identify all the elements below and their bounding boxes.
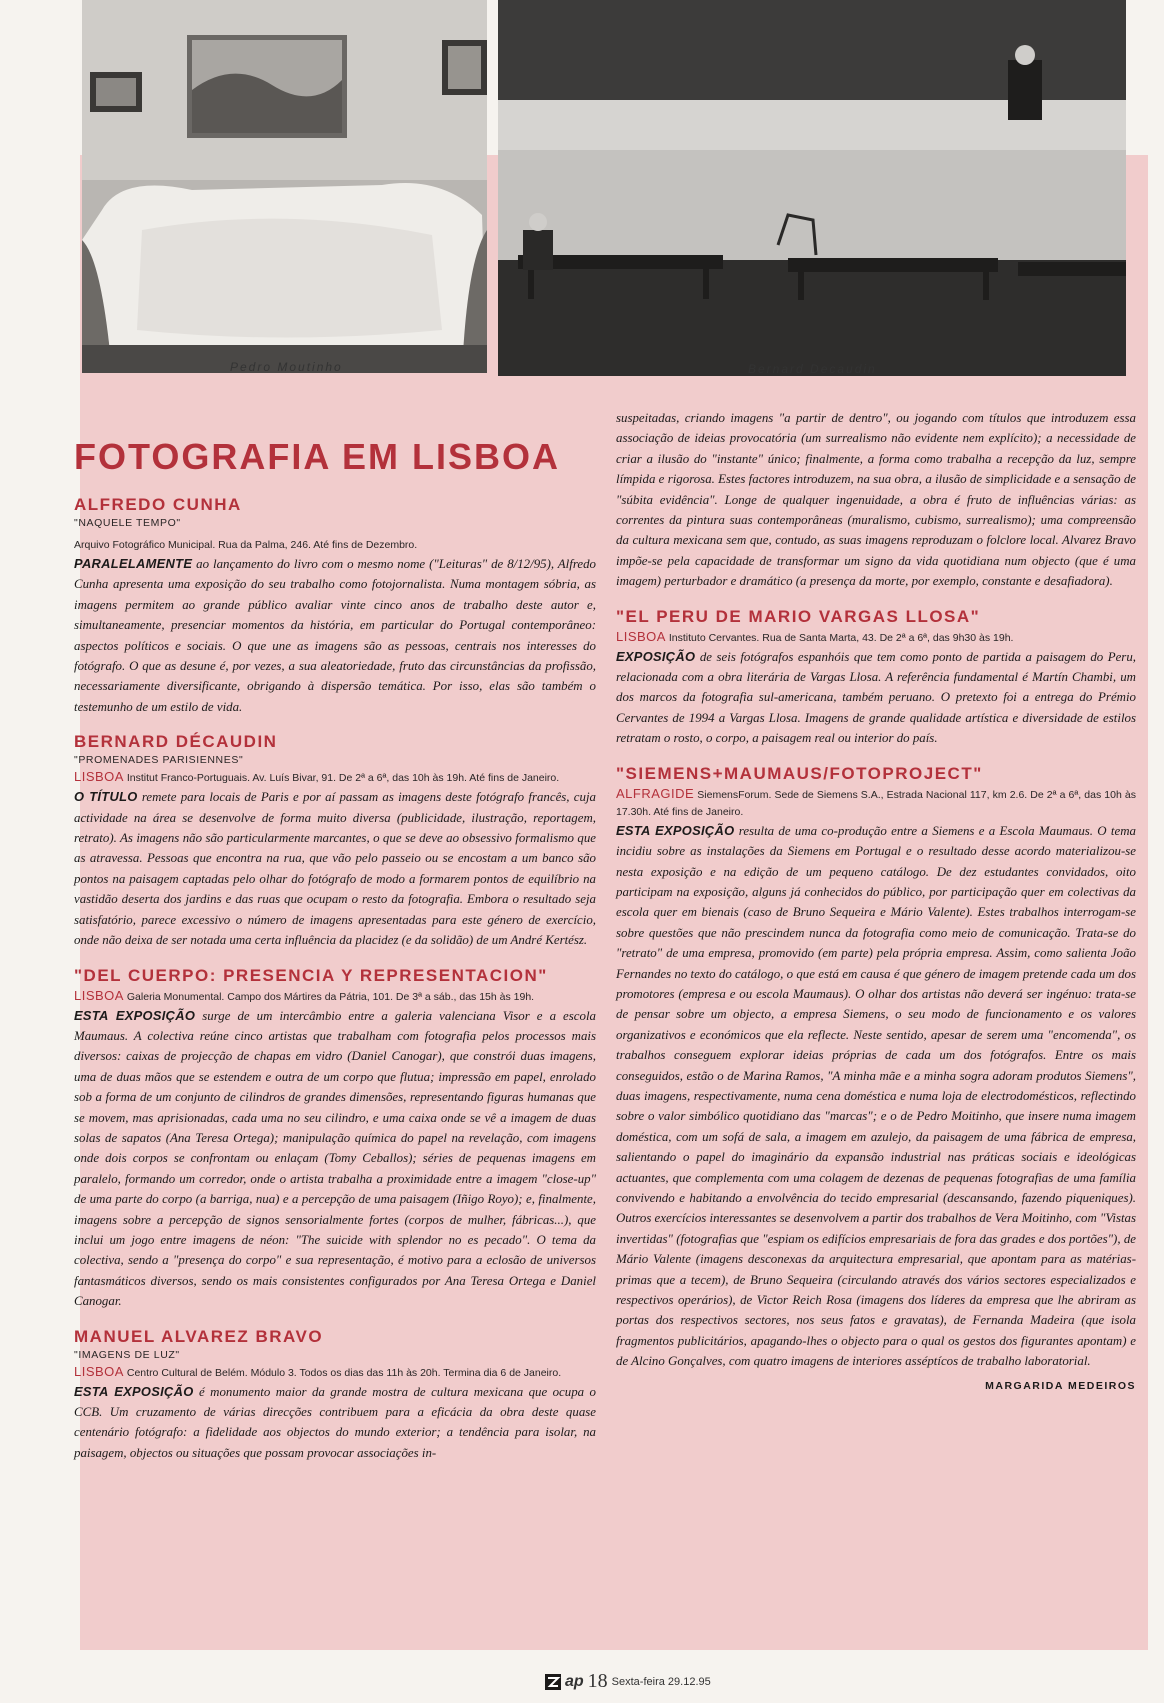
section-heading: ALFREDO CUNHA [74,495,242,514]
section-body-continued: suspeitadas, criando imagens "a partir de dentro", ou jogando com títulos que introduzem essa associação de ideias provocatória (um surrealismo não evidente nem explícito); a necessidade de criar a ilusão do "instante" único; finalmente, a forma como trabalha a recepção da luz, sempre límpida e rigorosa. Estes factores introduzem, na sua obra, a ilusão de simplicidade e a sensação de "súbita evidência". Longe de qualquer ingenuidade, a obra é fruto de influências várias: as correntes da pintura suas contemporâneas (muralismo, cubismo, surrealismo); uma compreensão da cultura mexicana sem que, contudo, as suas imagens reproduzam o folclore local. Alvarez Bravo impõe-se pela capacidade de transformar um signo da vida quotidiana num objecto (que é uma imagem) perturbador e dramático (a presença da morte, por exemplo, constante e desafiadora). [616,411,1136,589]
city-label: ALFRAGIDE [616,785,695,801]
section-body [616,647,1136,749]
body-text: surge de um intercâmbio entre a galeria valenciana Visor e a escola Maumaus. A colectiva reúne cinco artistas que trabalham com fotografia pelos processos mais diversos: caixas de projecção de chapas em vidro (Daniel Canogar), que constrói duas imagens, uma de duas mãos que se estendem e outra de um corpo que flutua; impressão em papel, enrolado sob a forma de um conjunto de cilindros de grandes dimensões, representando figuras humanas que se movem, mas aprisionadas, cada uma no seu cilindro, e uma caixa onde se vê a imagem de duas solas de sapatos (Ana Teresa Ortega); manipulação química do papel na revelação, com imagens onde dois corpos se confrontam ou enlaçam (Tomy Ceballos); séries de pequenas imagens em paralelo, formando um corredor, onde o artista trabalha a proximidade entre a imagem "close-up" de uma parte do corpo (a barriga, nua) e a percepção de uma paisagem (Iñigo Royo); e, finalmente, imagens sobre a percepção de signos sensorialmente fortes (corpos de mulher, fábricas...), que inclui um jogo entre imagens de néon: "The suicide with splendor no es pecado". O tema da colectiva, sendo a "presença do corpo" e sua representação, é motivo para a eclosão de universos fantasmáticos diversos, sendo os mais consistentes configurados por Ana Teresa Ortega e Daniel Canogar. [74,1008,596,1309]
brand-name: ap [565,1672,584,1690]
body-text: resulta de uma co-produção entre a Siemens e a Escola Maumaus. O tema incidiu sobre as instalações da Siemens em Portugal e o resultado desse acordo materializou-se nesta exposição e na edição de um pequeno catálogo. De dez estudantes convidados, oito participam na exposição, alguns já conhecidos do público, por participação quer em colectivas da escola quer em bienais (caso de Bruno Sequeira e Mário Valente). Estes trabalhos interrogam-se sobre questões que não prescindem nunca da fotografia como meio de comunicação. Trata-se do "retrato" de uma empresa, promovido (em parte) pela própria empresa. Assim, como salienta João Fernandes no texto do catálogo, o que está em causa é que género de imagem pretende cada um dos promotores (empresa e ou escola Maumaus). O olhar dos artistas não deverá ser ingénuo: trata-se de pensar sobre um objecto, a empresa Siemens, o seu modo de funcionamento e os valores organizativos e económicos que ela reflecte. Neste sentido, apesar de serem uma "encomenda", os trabalhos conseguem explorar ideias próprias de cada um dos fotógrafos. Entre os mais conseguidos, estão o de Marina Ramos, "A minha mãe e a minha sogra adoram produtos Siemens", duas imagens, respectivamente, numa cena doméstica e numa loja de electrodomésticos, reflectindo sobre o valor simbólico quotidiano das "marcas"; e o de Pedro Moitinho, que insere numa imagem doméstica, com um sofá de sala, a imagem em azulejo, da paisagem de uma fábrica de empresa, salientando o papel do imaginário da expansão industrial nas práticas sociais e ideológicas actuantes, que complementa com uma colagem de dezenas de pequenas fotografias de uma família convivendo e habitando a envolvência do tecido empresarial (descansando, fazendo piqueniques). Outros exercícios interessantes se desenvolvem a partir dos trabalhos de Vera Moitinho, com "Vistas invertidas" (fotografias que "espiam os edifícios empresariais de fora das grades e dos portões"), de Mário Valente (imagens desconexas da arquitectura empresarial, que apontam para as matérias-primas que a tecem), de Bruno Sequeira (circulando através dos vários sectores especializados e respectivos operários), de Victor Reich Rosa (imagens dos líderes da empresa que lhe abriram as portas dos respectivos sectores, nos seus fatos e gravatas), de Fernanda Madeira (que isola fragmentos publicitários, apagando-lhes o objecto para o qual os gestos dos figurantes apontam) e de Alcino Gonçalves, com quatro imagens de interiores asséptícos de trabalho laboratorial. [616,823,1137,1369]
section-heading: "DEL CUERPO: PRESENCIA Y REPRESENTACION" [74,965,548,985]
body-text: remete para locais de Paris e por aí passam as imagens deste fotógrafo francês, cuja actividade na área se desenvolve de forma muito diversa (publicidade, ilustração, reportagem, retrato). As imagens não são particularmente marcantes, o que se deve ao obsessivo formalismo que as atravessa. Pessoas que encontra na rua, que vão pelo passeio ou se encostam a um banco são pontos na paisagem captadas pelo olhar do fotógrafo de modo a formarem pontos de equilíbrio na vastidão deserta dos jardins e das ruas que ocupam o resto da fotografia. Embora o resultado seja satisfatório, parece excessivo o número de imagens apresentadas para este género de exercício, onde não deixa de ser notada uma certa influência da placidez (e da solidão) de um André Kertész. [74,790,596,948]
section-heading: "EL PERU DE MARIO VARGAS LLOSA" [616,606,981,626]
city-label: LISBOA [616,628,666,644]
lead-word: EXPOSIÇÃO [616,648,696,664]
section-heading: BERNARD DÉCAUDIN [74,732,278,752]
lead-word: ESTA EXPOSIÇÃO [74,1007,196,1023]
section-info [616,628,1136,647]
section-body [74,787,596,950]
section-heading: MANUEL ALVAREZ BRAVO [74,1326,324,1346]
body-text: de seis fotógrafos espanhóis que tem como ponto de partida a paisagem do Peru, relacionada com a obra literária de Vargas Llosa. A referência fundamental é Martín Chambi, um dos marcos da fotografia sul-americana, também peruano. O pretexto foi a entrega do Prémio Cervantes de 1994 a Vargas Llosa. Imagens de grande qualidade artística e diversidade de estilos retratam o rosto, o corpo, a paisagem real ou interior do país. [616,649,1136,746]
city-label: LISBOA [74,1363,124,1379]
venue-text: Institut Franco-Portuguais. Av. Luís Bivar, 91. De 2ª a 6ª, das 10h às 19h. Até fins de Janeiro. [123,772,560,785]
right-column [616,408,1136,1396]
city-label: LISBOA [74,987,124,1003]
section-info [74,1363,596,1382]
section-info [616,785,1136,821]
section-body [616,821,1136,1372]
section-heading: "SIEMENS+MAUMAUS/FOTOPROJECT" [616,763,983,783]
photo-benches [498,0,1126,376]
photo-sofa [82,0,487,373]
zap-logo-icon [545,1674,561,1690]
venue-text: SiemensForum. Sede de Siemens S.A., Estrada Nacional 117, km 2.6. De 2ª a 6ª, das 10h às 17.30h. Até fins de Janeiro. [616,788,1136,818]
section-info [74,987,596,1006]
left-column [74,494,596,1463]
venue-text: Instituto Cervantes. Rua de Santa Marta, 43. De 2ª a 6ª, das 9h30 às 19h. [665,631,1014,644]
page-number: 18 [587,1670,608,1692]
byline: MARGARIDA MEDEIROS [985,1379,1136,1392]
section-body [74,554,596,717]
page-title: FOTOGRAFIA EM LISBOA [74,436,560,477]
section-subtitle: "PROMENADES PARISIENNES" [74,754,244,767]
section-info: Arquivo Fotográfico Municipal. Rua da Palma, 246. Até fins de Dezembro. [74,539,418,551]
section-subtitle: "NAQUELE TEMPO" [74,517,181,529]
city-label: LISBOA [74,769,124,785]
section-info [74,768,596,787]
section-body [74,1006,596,1312]
lead-word: O TÍTULO [74,789,138,805]
venue-text: Galeria Monumental. Campo dos Mártires da Pátria, 101. De 3ª a sáb., das 15h às 19h. [123,990,535,1003]
page-footer [545,1670,711,1693]
body-text: ao lançamento do livro com o mesmo nome ("Leituras" de 8/12/95), Alfredo Cunha apresenta uma exposição do seu trabalho como fotojornalista. Numa montagem sóbria, as imagens permitem ao grande público avaliar vinte cinco anos de trabalho deste autor e, simultaneamente, presenciar momentos da história, em particular do Portugal contemporâneo: aspectos políticos e sociais. O que une as imagens são as pessoas, centrais nos interesses do fotógrafo. O que as desune é, por vezes, a sua aleatoriedade, fruto das circunstâncias da profissão, necessariamente diversificante, obrigando à dispersão temática. Por isso, elas são também o testemunho de um estilo de vida. [74,557,596,714]
section-body [74,1382,596,1464]
lead-word: PARALELAMENTE [74,556,193,571]
photo-credit-right: Bernard Decaudin [748,362,877,376]
photo-credit-left: Pedro Moutinho [230,360,343,374]
venue-text: Centro Cultural de Belém. Módulo 3. Todos os dias das 11h às 20h. Termina dia 6 de Janeiro. [123,1366,562,1379]
section-subtitle: "IMAGENS DE LUZ" [74,1348,180,1361]
lead-word: ESTA EXPOSIÇÃO [74,1383,194,1399]
body-text: é monumento maior da grande mostra de cultura mexicana que ocupa o CCB. Um cruzamento de várias direcções contribuem para a eficácia da obra deste quase centenário fotógrafo: a fidelidade aos objectos do mundo exterior; a tendência para isolar, na paisagem, objectos ou situações que possam provocar associações in- [74,1384,596,1460]
lead-word: ESTA EXPOSIÇÃO [616,822,735,838]
issue-date: Sexta-feira 29.12.95 [611,1675,711,1688]
